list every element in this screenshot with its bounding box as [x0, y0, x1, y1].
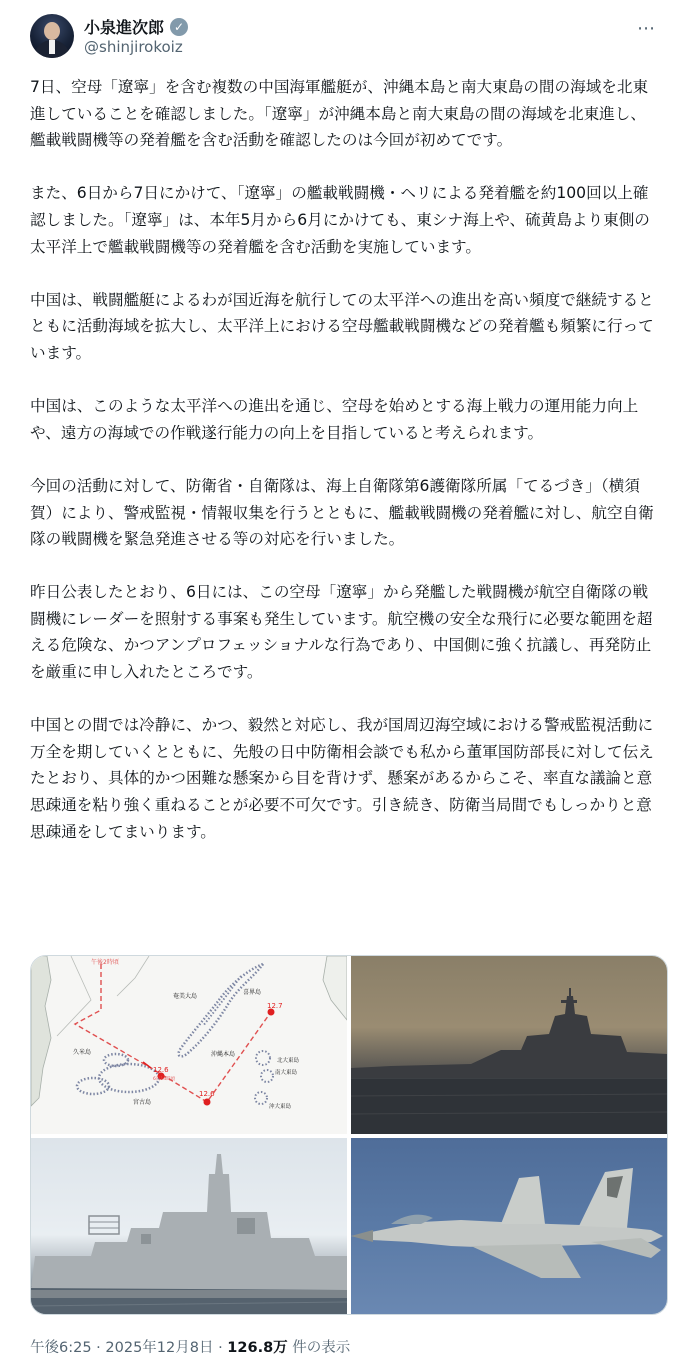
post-paragraph-1: 7日、空母「遼寧」を含む複数の中国海軍艦艇が、沖縄本島と南大東島の間の海域を北東進していることを確認しました。「遼寧」が沖縄本島と南大東島の間の海域を北東進し、艦載戦闘機等の発着艦を含む活動を確認したのは今回が初めてです。	[30, 78, 649, 150]
avatar-face	[44, 22, 60, 40]
svg-text:6日14時頃: 6日14時頃	[153, 1077, 176, 1082]
fighter-photo[interactable]	[351, 1138, 667, 1314]
svg-text:午後2時頃: 午後2時頃	[91, 959, 119, 966]
media-grid	[30, 955, 668, 1315]
svg-text:久米島: 久米島	[73, 1049, 92, 1056]
view-count: 126.8万	[227, 1340, 288, 1356]
fighter-svg	[351, 1138, 667, 1314]
avatar-shirt	[49, 40, 55, 54]
svg-text:12.6: 12.6	[153, 1066, 169, 1074]
post-paragraph-7: 中国との間では冷静に、かつ、毅然と対応し、我が国周辺海空域における警戒監視活動に万全を期していくとともに、先般の日中防衛相会談でも私から董軍国防部長に対して伝えたとおり、具体的かつ困難な懸案から目を背けず、懸案があるからこそ、率直な議論と意思疎通を粘り強く重ねることが必要不可欠です。引き続き、防衛当局間でもしっかりと意思疎通をしてまいります。	[30, 716, 654, 841]
author-handle[interactable]: @shinjirokoiz	[84, 38, 183, 56]
svg-text:12.7: 12.7	[267, 1002, 283, 1010]
post-paragraph-4: 中国は、このような太平洋への進出を通じ、空母を始めとする海上戦力の運用能力向上や、遠方の海域での作戦遂行能力の向上を目指していると考えられます。	[30, 397, 639, 442]
svg-text:沖大東島: 沖大東島	[269, 1104, 292, 1110]
author-name[interactable]: 小泉進次郎	[84, 18, 165, 37]
destroyer-svg	[31, 1138, 347, 1314]
map-image[interactable]	[31, 956, 347, 1134]
svg-text:宮古島: 宮古島	[133, 1099, 152, 1106]
carrier-svg	[351, 956, 667, 1134]
timestamp[interactable]: 午後6:25 · 2025年12月8日 ·	[30, 1340, 228, 1356]
post-paragraph-6: 昨日公表したとおり、6日には、この空母「遼寧」から発艦した戦闘機が航空自衛隊の戦闘機にレーダーを照射する事案も発生しています。航空機の安全な飛行に必要な範囲を超える危険な、かつアンプロフェッショナルな行為であり、中国側に強く抗議し、再発防止を厳重に申し入れたところです。	[30, 583, 653, 682]
map-svg	[31, 956, 347, 1134]
view-count-suffix: 件の表示	[287, 1340, 351, 1356]
svg-text:沖縄本島: 沖縄本島	[211, 1051, 236, 1058]
avatar[interactable]	[30, 14, 74, 58]
post-header	[30, 14, 660, 60]
svg-text:奄美大島: 奄美大島	[173, 993, 198, 1000]
post-paragraph-5: 今回の活動に対して、防衛省・自衛隊は、海上自衛隊第6護衛隊所属「てるづき」（横須賀）により、警戒監視・情報収集を行うとともに、艦載戦闘機の発着艦に対し、航空自衛隊の戦闘機を緊急発進させる等の対応を行いました。	[30, 476, 654, 549]
post-paragraph-2: また、6日から7日にかけて、「遼寧」の艦載戦闘機・ヘリによる発着艦を約100回以上確認しました。「遼寧」は、本年5月から6月にかけても、東シナ海上や、硫黄島より東側の太平洋上で艦載戦闘機等の発着艦を含む活動を実施しています。	[30, 184, 650, 256]
svg-text:12.6: 12.6	[199, 1090, 215, 1098]
svg-text:喜界島: 喜界島	[243, 989, 262, 996]
svg-text:北大東島: 北大東島	[277, 1058, 300, 1064]
post-text	[30, 74, 660, 872]
more-options-icon[interactable]: ⋯	[637, 18, 656, 39]
author-row	[84, 15, 188, 38]
destroyer-photo[interactable]	[31, 1138, 347, 1314]
svg-text:南大東島: 南大東島	[275, 1070, 298, 1076]
verified-badge-icon: ✓	[170, 18, 188, 36]
carrier-photo[interactable]	[351, 956, 667, 1134]
post-paragraph-3: 中国は、戦闘艦艇によるわが国近海を航行しての太平洋への進出を高い頻度で継続するとともに活動海域を拡大し、太平洋上における空母艦載戦闘機などの発着艦も頻繁に行っています。	[30, 290, 654, 362]
